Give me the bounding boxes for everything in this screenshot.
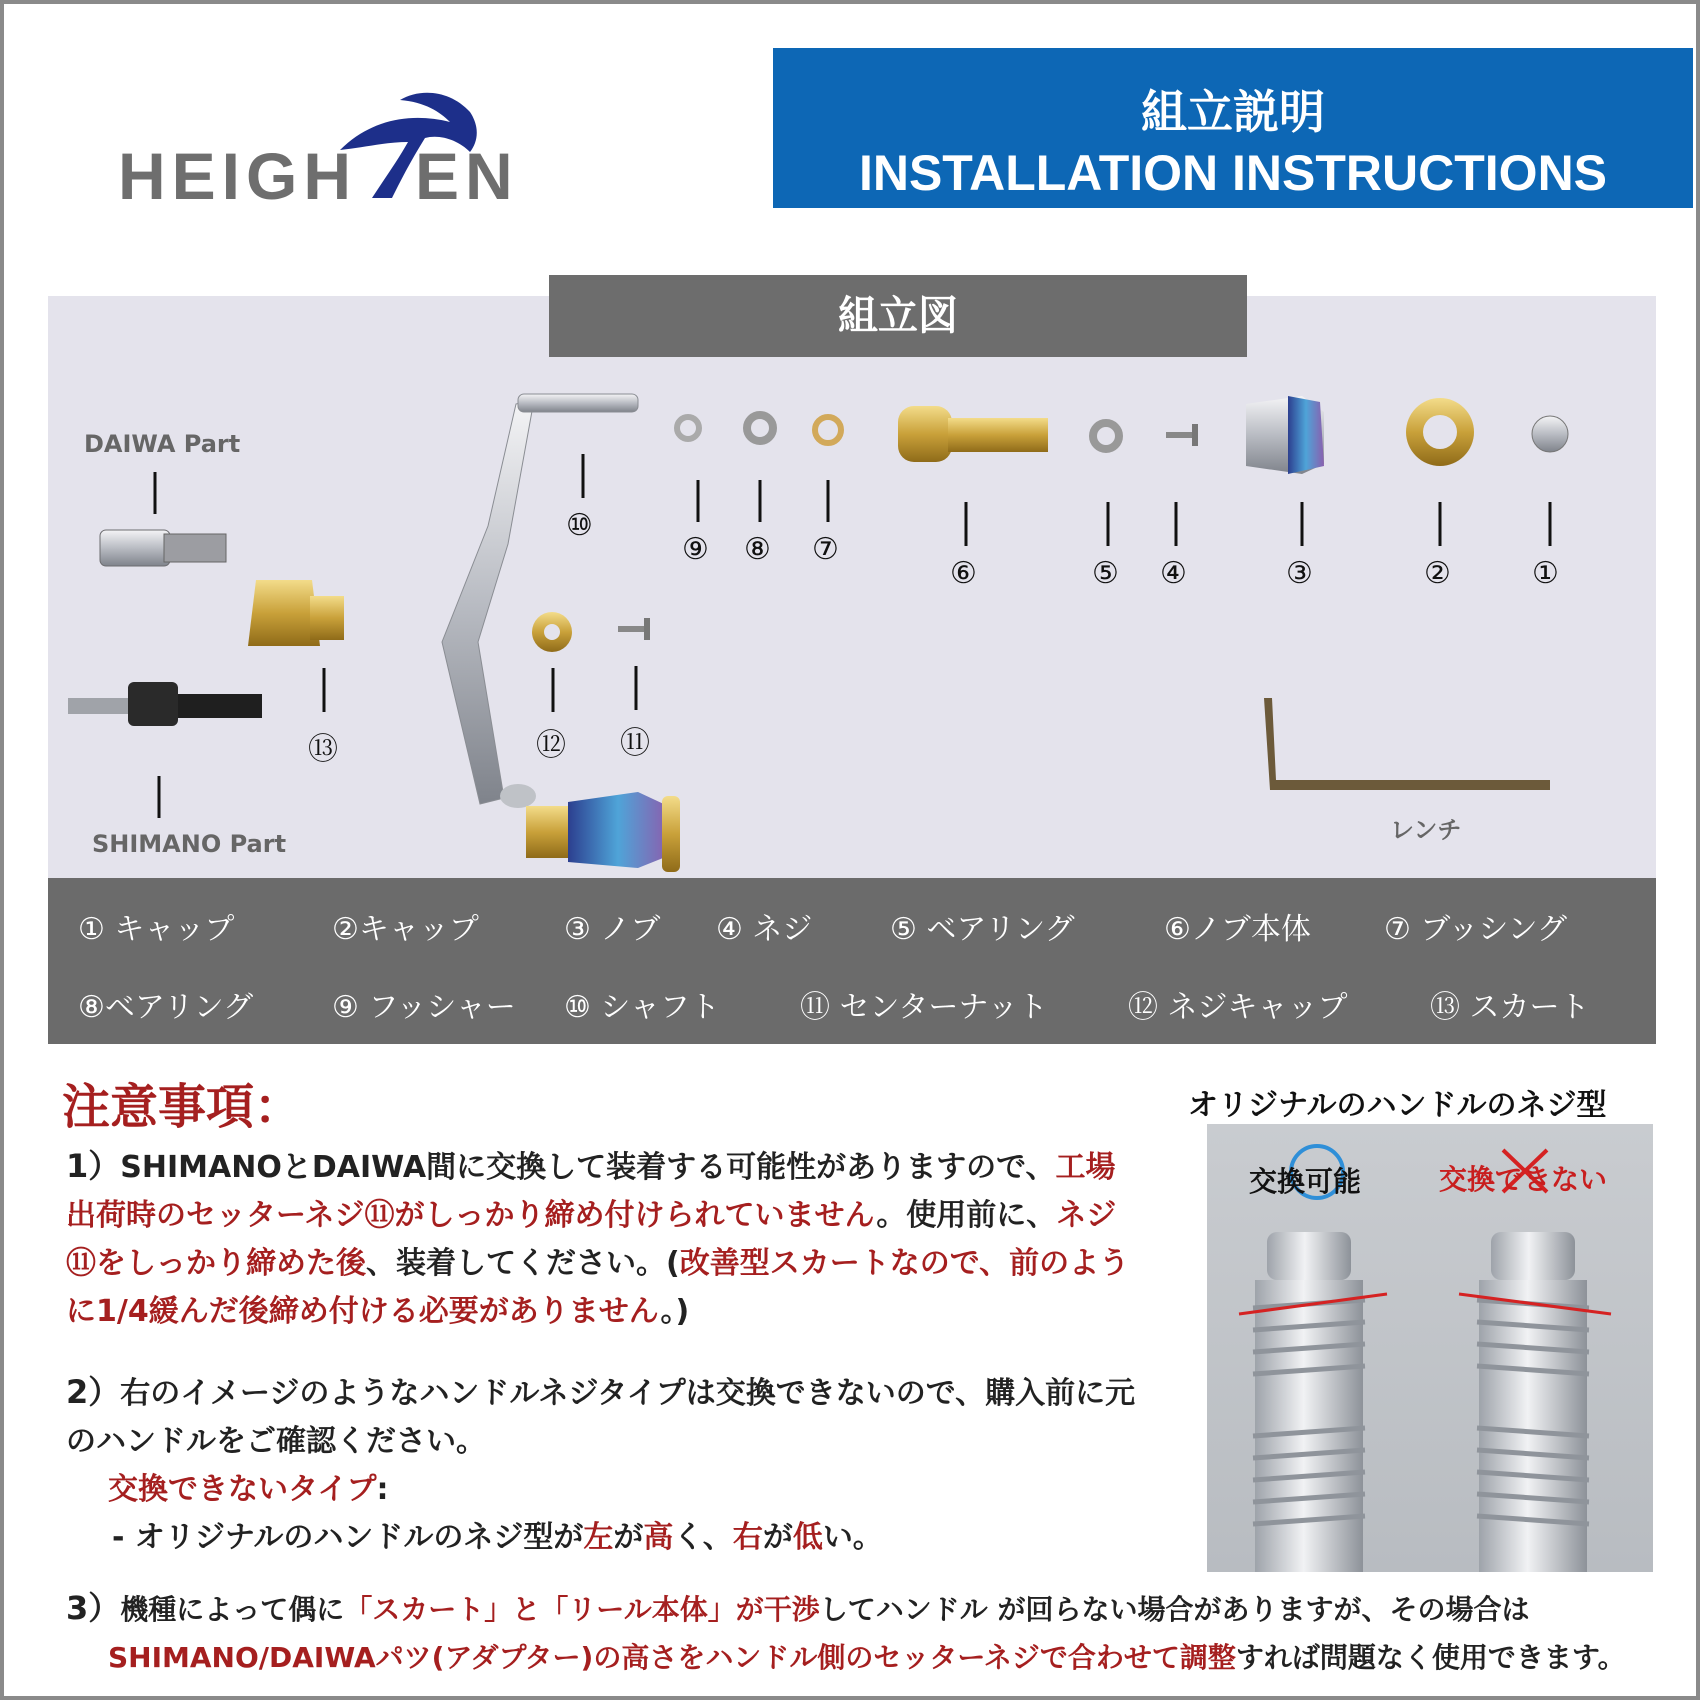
- header-title-en: INSTALLATION INSTRUCTIONS: [858, 145, 1608, 201]
- screw-icon: [1166, 424, 1198, 446]
- thread-ng-label: 交換できない: [1439, 1163, 1608, 1196]
- callout-4: ④: [1160, 556, 1187, 591]
- callout-1: ①: [1532, 556, 1559, 591]
- shimano-adapter-icon: [68, 682, 262, 726]
- thread-type-title: オリジナルのハンドルのネジ型: [1188, 1088, 1607, 1123]
- parts-legend: [48, 878, 1656, 1044]
- handle-knob-icon: [500, 784, 680, 872]
- legend-item: ②キャップ: [332, 912, 479, 947]
- note-1: 1）SHIMANOとDAIWA間に交換して装着する可能性がありますので、工場出荷時のセッターネジ⑪がしっかり締め付けられていません。使用前に、ネジ⑪をしっかり締めた後、装着してください。(改善型スカートなので、前のように1/4緩んだ後締め付ける必要がありません。): [66, 1147, 1130, 1329]
- shimano-part-label: SHIMANO Part: [92, 830, 287, 858]
- cap-icon: [1532, 416, 1568, 452]
- knob-icon: [1246, 396, 1324, 474]
- diagram-title: 組立図: [549, 275, 1247, 357]
- callout-7: ⑦: [812, 532, 839, 567]
- legend-item: ③ ノブ: [564, 912, 661, 947]
- legend-item: ① キャップ: [78, 912, 235, 947]
- legend-item: ⑥ノブ本体: [1164, 912, 1311, 947]
- callout-10: ⑩: [566, 508, 593, 543]
- callout-8: ⑧: [744, 532, 771, 567]
- legend-item: ⑦ ブッシング: [1384, 912, 1567, 947]
- legend-item: ⑨ フッシャー: [332, 990, 516, 1025]
- screw-cap-icon: [532, 612, 572, 652]
- callout-3: ③: [1286, 556, 1313, 591]
- legend-item: ⑩ シャフト: [564, 990, 720, 1025]
- center-nut-icon: [618, 618, 650, 640]
- header-title-jp: 組立説明: [1141, 85, 1325, 139]
- legend-item: ⑧ベアリング: [78, 990, 254, 1025]
- washer-icon: [677, 417, 699, 439]
- callout-9: ⑨: [682, 532, 709, 567]
- legend-item: ⑫ ネジキャップ: [1128, 990, 1348, 1025]
- skirt-icon: [248, 580, 344, 646]
- legend-item: ④ ネジ: [716, 912, 813, 947]
- callout-2: ②: [1424, 556, 1451, 591]
- callout-12: ⑫: [536, 728, 566, 763]
- note-3: 3）機種によって偶に「スカート」と「リール本体」が干渉してハンドル が回らない場合がありますが、その場合は SHIMANO/DAIWAパツ(アダプター)の高さをハンドル側のセッターネジで合わせて調整すれば問題なく使用できます。: [66, 1589, 1626, 1674]
- knob-body-icon: [898, 406, 1048, 462]
- legend-item: ⑬ スカート: [1430, 990, 1590, 1025]
- header-banner: [773, 48, 1693, 208]
- bushing-icon: [815, 417, 841, 443]
- daiwa-adapter-icon: [100, 530, 226, 566]
- legend-item: ⑪ センターナット: [800, 990, 1048, 1025]
- thread-ok-label: 交換可能: [1249, 1165, 1362, 1198]
- wrench-icon: [1264, 698, 1550, 790]
- cap-ring-icon: [1406, 398, 1474, 466]
- notes-title: 注意事項：: [62, 1079, 303, 1135]
- legend-item: ⑤ ベアリング: [890, 912, 1075, 947]
- parts-illustration: [48, 296, 1656, 878]
- bearing-icon: [747, 415, 773, 441]
- dolphin-logo-icon: [330, 82, 490, 202]
- thread-comparison-image: [1207, 1124, 1653, 1572]
- wrench-label: レンチ: [1390, 816, 1462, 844]
- bearing-icon-2: [1093, 423, 1119, 449]
- daiwa-part-label: DAIWA Part: [84, 430, 241, 458]
- callout-11: ⑪: [620, 726, 650, 761]
- brand-logo: HEIGH EN: [118, 139, 519, 213]
- callout-13: ⑬: [308, 732, 338, 767]
- note-2: 2）右のイメージのようなハンドルネジタイプは交換できないので、購入前に元のハンドルをご確認ください。 交換できないタイプ: - オリジナルのハンドルのネジ型が左が高く、右が低い。: [66, 1373, 1136, 1555]
- callout-5: ⑤: [1092, 556, 1119, 591]
- callout-6: ⑥: [950, 556, 977, 591]
